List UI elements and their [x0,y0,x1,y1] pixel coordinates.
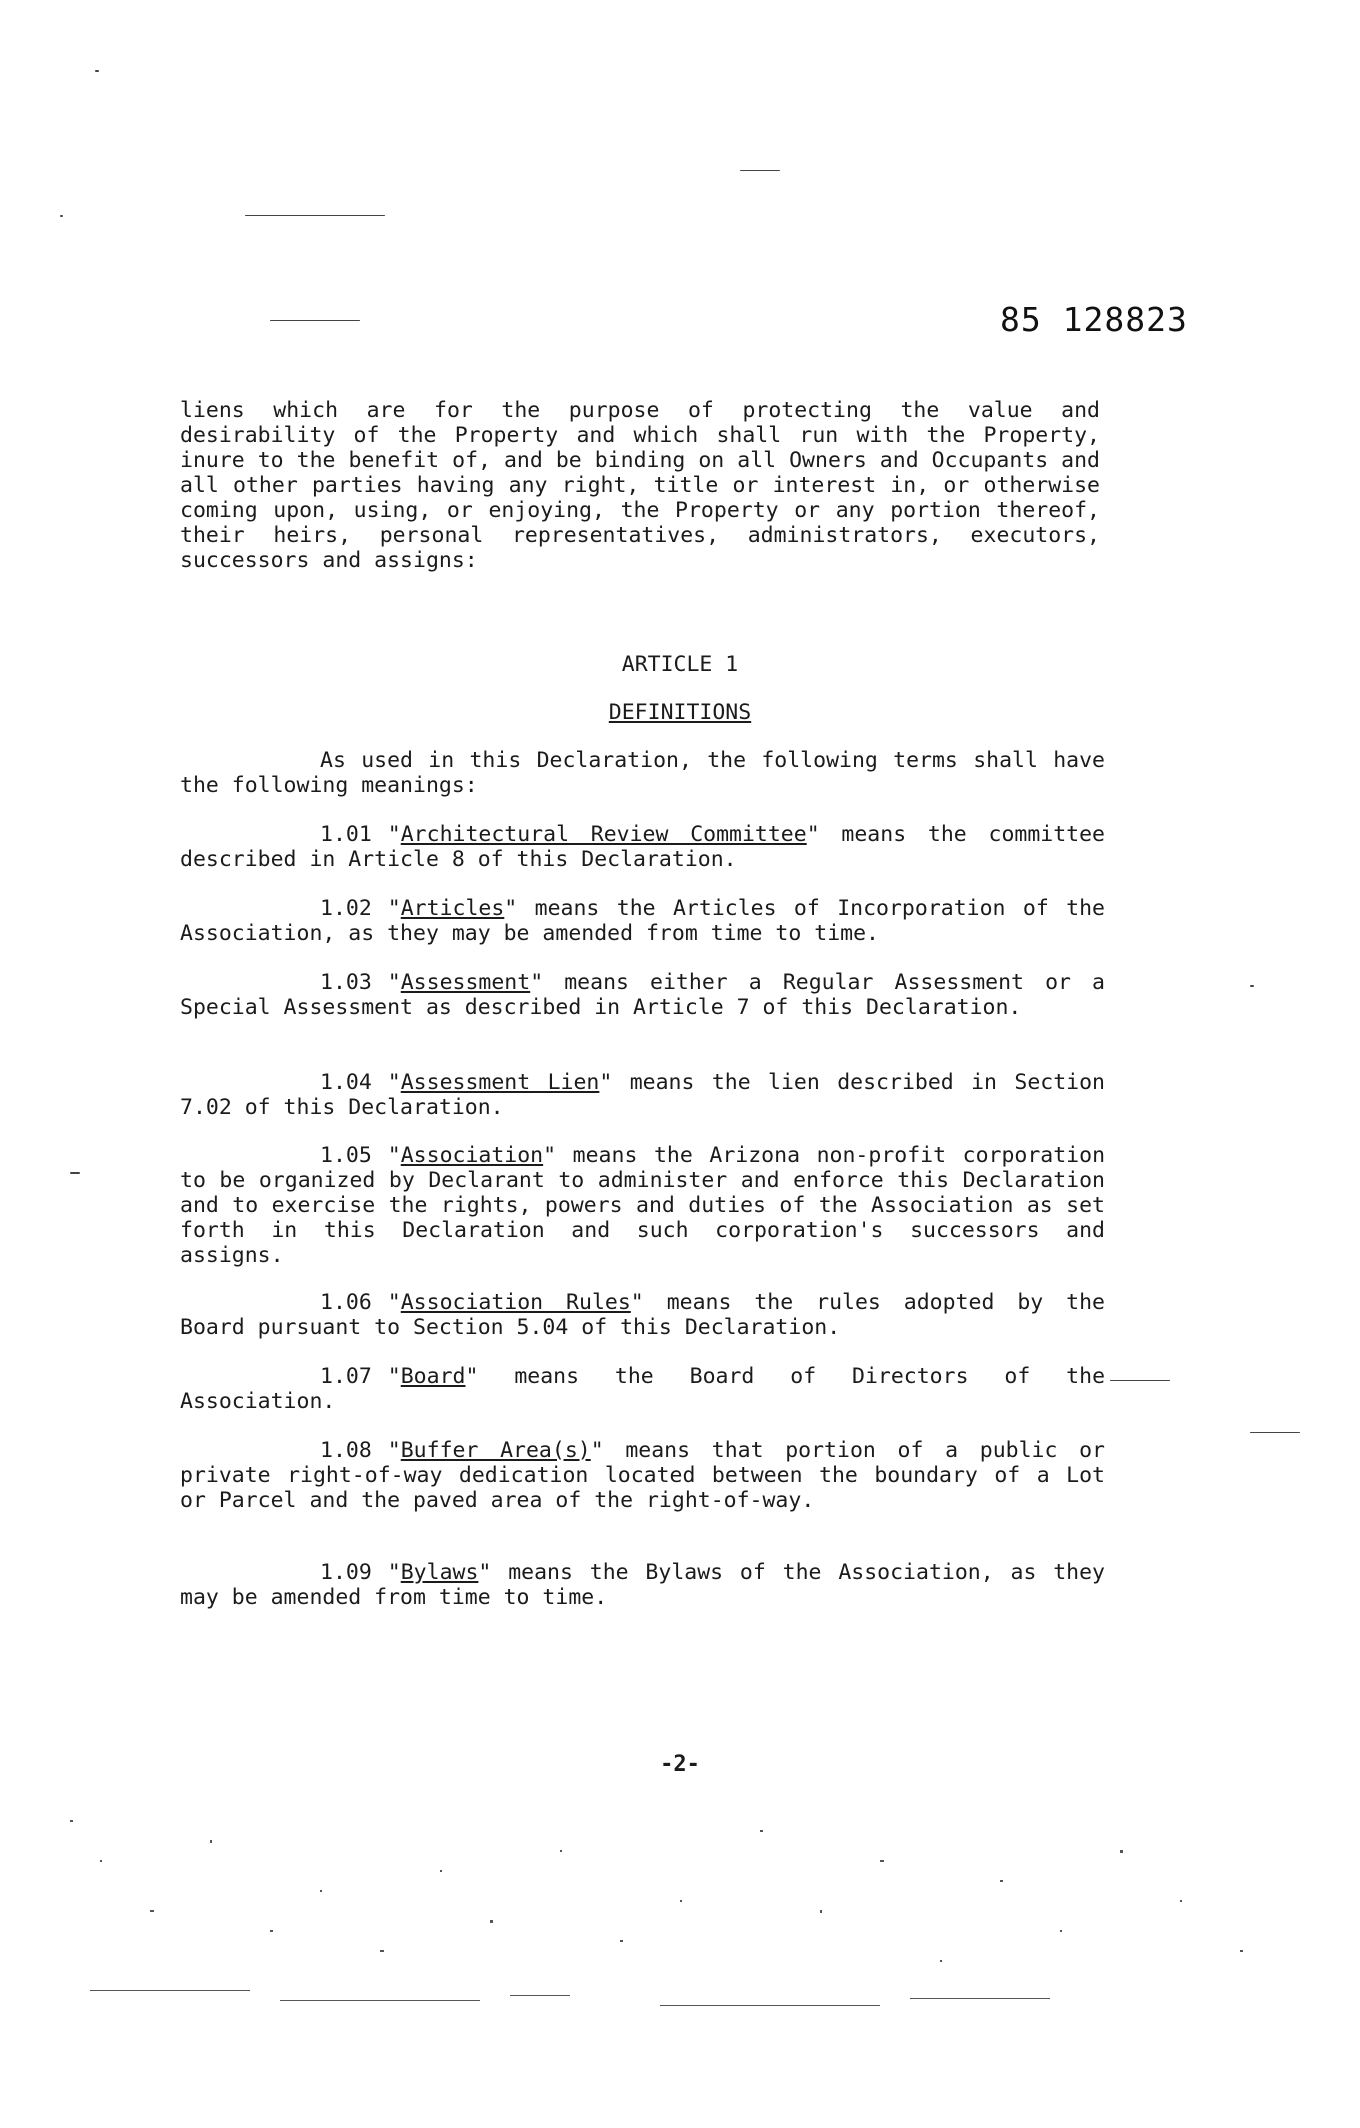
definition-number: 1.01 [320,822,372,847]
definition-text: means the Articles of Incorporation of the Association, as they may be amended from time to time. [180,896,1105,946]
definition-term: Bylaws [400,1560,479,1585]
definition-text: means that portion of a public or private right-of-way dedication located between the boundary of a Lot or Parcel and the paved area of the right-of-way. [180,1438,1105,1513]
definition-text: means the lien described in Section 7.02 of this Declaration. [180,1070,1106,1120]
definition-text: means the Arizona non-profit corporation to be organized by Declarant to administer and enforce this Declaration and to exercise the rights, powers and duties of the Association as set forth in this Declaration and such corporation's successors and assigns. [180,1143,1106,1268]
definition-number: 1.06 [320,1290,372,1315]
definition-term: Association [400,1143,544,1168]
scan-speck [1250,1432,1300,1433]
article-heading: ARTICLE 1 [621,652,739,677]
lead-in-paragraph: As used in this Declaration, the following terms shall have the following meanings: [180,748,1105,798]
definition-term: Assessment Lien [400,1070,600,1095]
scan-speck [60,215,63,217]
scan-speck [1110,1380,1170,1381]
definition-text: means the Bylaws of the Association, as they may be amended from time to time. [180,1560,1106,1610]
definition-number: 1.04 [320,1070,372,1095]
definition-item: 1.01 "Architectural Review Committee" means the committee described in Article 8 of this Declaration. [180,822,1105,872]
definition-item: 1.07 "Board" means the Board of Directors of the Association. [180,1364,1106,1414]
definition-number: 1.02 [320,896,372,921]
intro-paragraph: liens which are for the purpose of protecting the value and desirability of the Property and which shall run with the Property, inure to the benefit of, and be binding on all Owners and Occupants and all other parties having any right, title or interest in, or otherwise coming upon, using, or enjoying, the Property or any portion thereof, their heirs, personal representatives, administrators, executors, successors and assigns: [180,398,1100,573]
definition-number: 1.03 [320,970,372,995]
definition-item: 1.02 "Articles" means the Articles of Incorporation of the Association, as they may be amended from time to time. [180,896,1105,946]
definition-item: 1.09 "Bylaws" means the Bylaws of the Association, as they may be amended from time to time. [180,1560,1106,1610]
definition-item: 1.04 "Assessment Lien" means the lien described in Section 7.02 of this Declaration. [180,1070,1106,1120]
definition-term: Articles [400,896,505,921]
definition-text: means the rules adopted by the Board pursuant to Section 5.04 of this Declaration. [180,1290,1105,1340]
definition-term: Assessment [400,970,531,995]
definition-text: means the Board of Directors of the Association. [180,1364,1106,1414]
definition-number: 1.07 [320,1364,372,1389]
definition-item: 1.05 "Association" means the Arizona non-profit corporation to be organized by Declarant to administer and enforce this Declaration and to exercise the rights, powers and duties of the Association as set forth in this Declaration and such corporation's successors and assigns. [180,1143,1106,1268]
definition-number: 1.05 [320,1143,372,1168]
definition-item: 1.06 "Association Rules" means the rules adopted by the Board pursuant to Section 5.04 of this Declaration. [180,1290,1105,1340]
scan-speck [245,215,385,216]
definition-item: 1.08 "Buffer Area(s)" means that portion of a public or private right-of-way dedication located between the boundary of a Lot or Parcel and the paved area of the right-of-way. [180,1438,1105,1513]
definition-term: Board [400,1364,466,1389]
definition-term: Buffer Area(s) [400,1438,591,1463]
definition-item: 1.03 "Assessment" means either a Regular Assessment or a Special Assessment as described in Article 7 of this Declaration. [180,970,1105,1020]
definition-text: means the committee described in Article 8 of this Declaration. [180,822,1105,872]
section-title: DEFINITIONS [608,700,752,725]
scan-noise [60,1800,1300,2080]
scan-speck [1250,985,1254,987]
scan-speck [270,320,360,321]
page-number: -2- [660,1752,700,1777]
recording-number: 85 128823 [1000,300,1188,339]
scan-speck [740,170,780,171]
definition-number: 1.08 [320,1438,372,1463]
scan-speck [95,70,99,72]
scan-speck [70,1172,80,1174]
definition-number: 1.09 [320,1560,372,1585]
definition-term: Association Rules [400,1290,631,1315]
definition-text: means either a Regular Assessment or a Special Assessment as described in Article 7 of this Declaration. [180,970,1105,1020]
definition-term: Architectural Review Committee [400,822,807,847]
